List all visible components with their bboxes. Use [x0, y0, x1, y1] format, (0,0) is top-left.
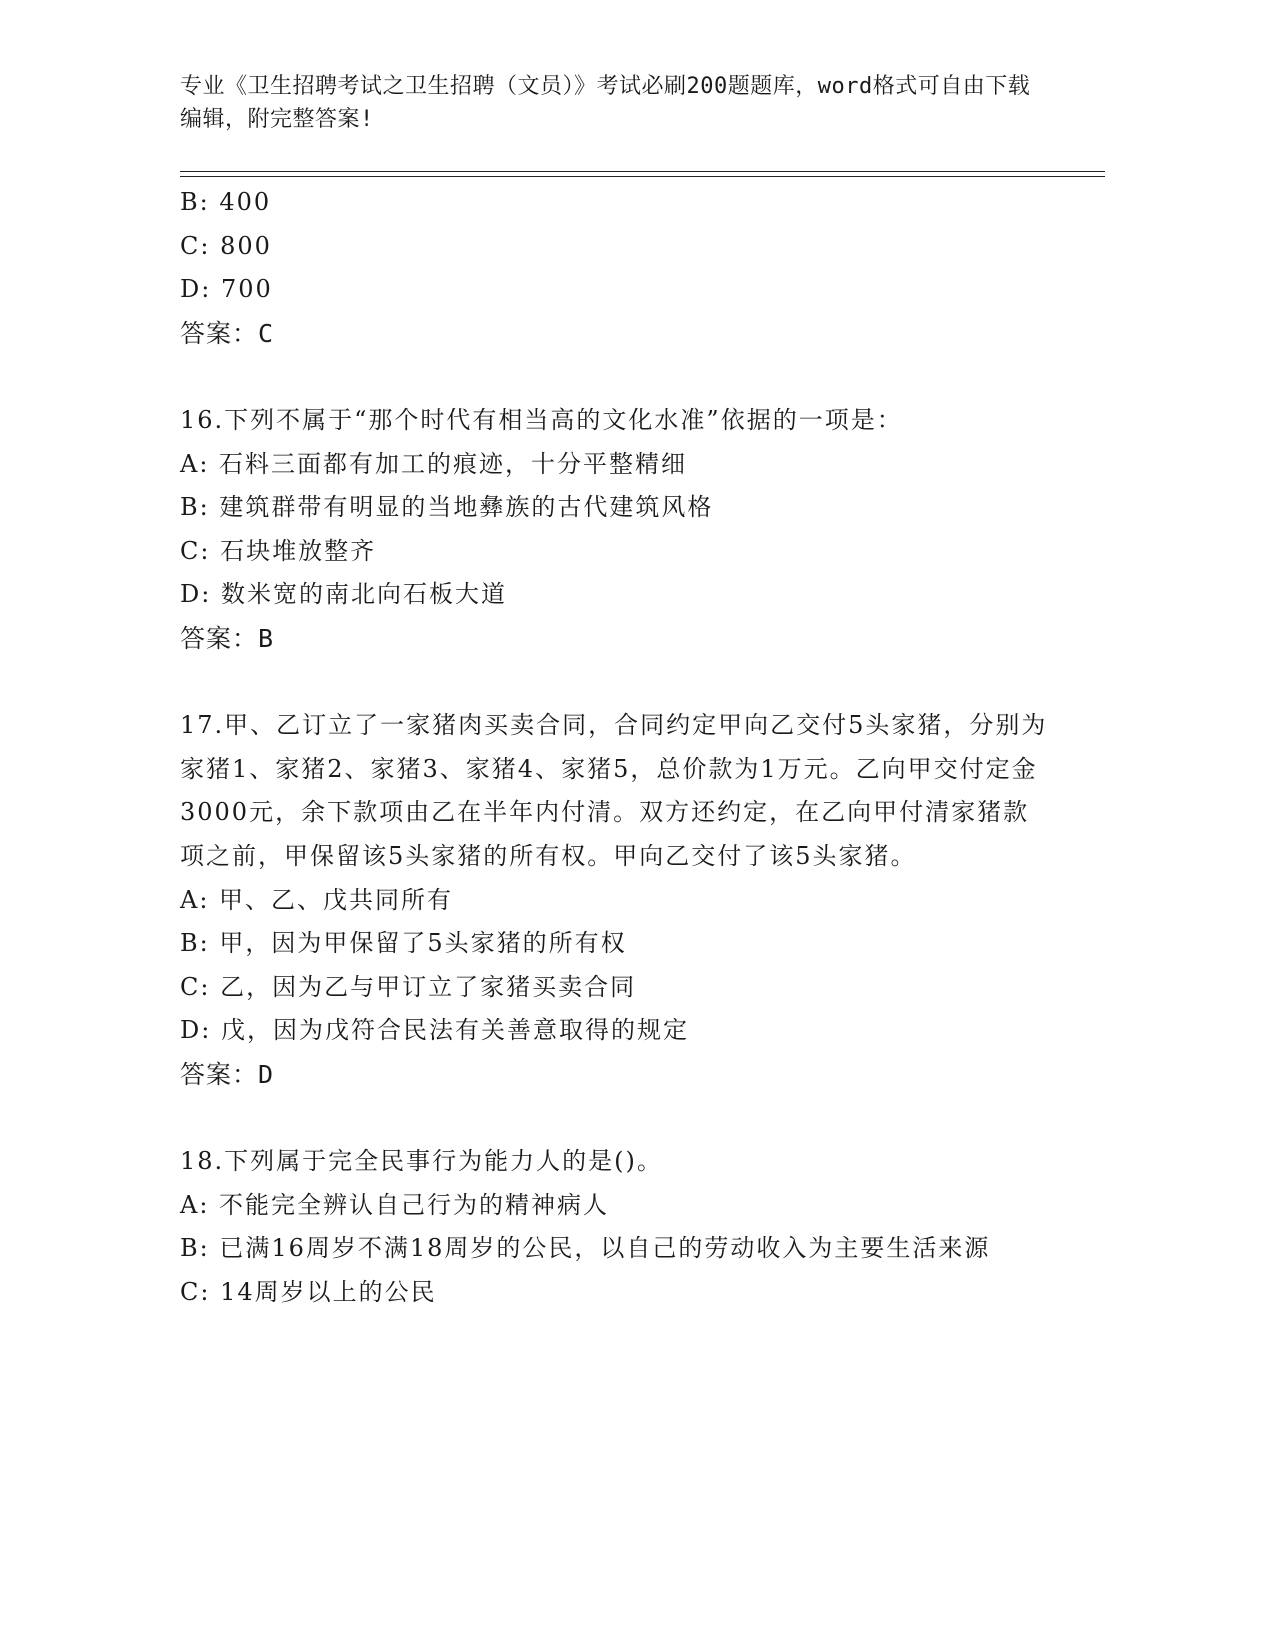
- question-stem: 18.下列属于完全民事行为能力人的是()。: [180, 1147, 663, 1176]
- option-c: C: 14周岁以上的公民: [180, 1277, 437, 1306]
- question-15-tail: [180, 181, 1050, 355]
- option-c: C: 乙，因为乙与甲订立了家猪买卖合同: [180, 972, 637, 1001]
- spacer: [180, 1096, 1050, 1140]
- question-18: [180, 1140, 1050, 1314]
- option-b: B: 已满16周岁不满18周岁的公民，以自己的劳动收入为主要生活来源: [180, 1234, 991, 1263]
- option-d: D: 数米宽的南北向石板大道: [180, 580, 507, 609]
- option-a: A: 石料三面都有加工的痕迹，十分平整精细: [180, 449, 688, 478]
- answer-line: 答案：C: [180, 318, 275, 348]
- question-stem: 17.甲、乙订立了一家猪肉买卖合同，合同约定甲向乙交付5头家猪，分别为家猪1、家猪2、家猪3、家猪4、家猪5，总价款为1万元。乙向甲交付定金3000元，余下款项由乙在半年内付清。双方还约定，在乙向甲付清家猪款项之前，甲保留该5头家猪的所有权。甲向乙交付了该5头家猪。: [180, 711, 1048, 870]
- question-16: [180, 399, 1050, 661]
- option-a: A: 不能完全辨认自己行为的精神病人: [180, 1190, 610, 1219]
- option-a: A: 甲、乙、戊共同所有: [180, 885, 454, 914]
- question-body: [180, 181, 1050, 1314]
- document-header: 专业《卫生招聘考试之卫生招聘（文员）》考试必刷200题题库，word格式可自由下载编辑，附完整答案!: [180, 74, 1031, 132]
- header-rule-top: [180, 171, 1105, 172]
- option-c: C: 石块堆放整齐: [180, 536, 377, 565]
- question-stem: 16.下列不属于“那个时代有相当高的文化水准”依据的一项是：: [180, 405, 903, 434]
- option-c: C: 800: [180, 231, 272, 260]
- option-b: B: 甲，因为甲保留了5头家猪的所有权: [180, 929, 627, 958]
- option-b: B: 400: [180, 188, 272, 216]
- spacer: [180, 661, 1050, 705]
- option-b: B: 建筑群带有明显的当地彝族的古代建筑风格: [180, 493, 714, 522]
- option-d: D: 700: [180, 275, 273, 304]
- answer-line: 答案：D: [180, 1059, 275, 1089]
- spacer: [180, 355, 1050, 399]
- answer-line: 答案：B: [180, 623, 275, 653]
- option-d: D: 戊，因为戊符合民法有关善意取得的规定: [180, 1016, 689, 1045]
- question-17: [180, 704, 1050, 1096]
- header-rule-bottom: [180, 176, 1105, 177]
